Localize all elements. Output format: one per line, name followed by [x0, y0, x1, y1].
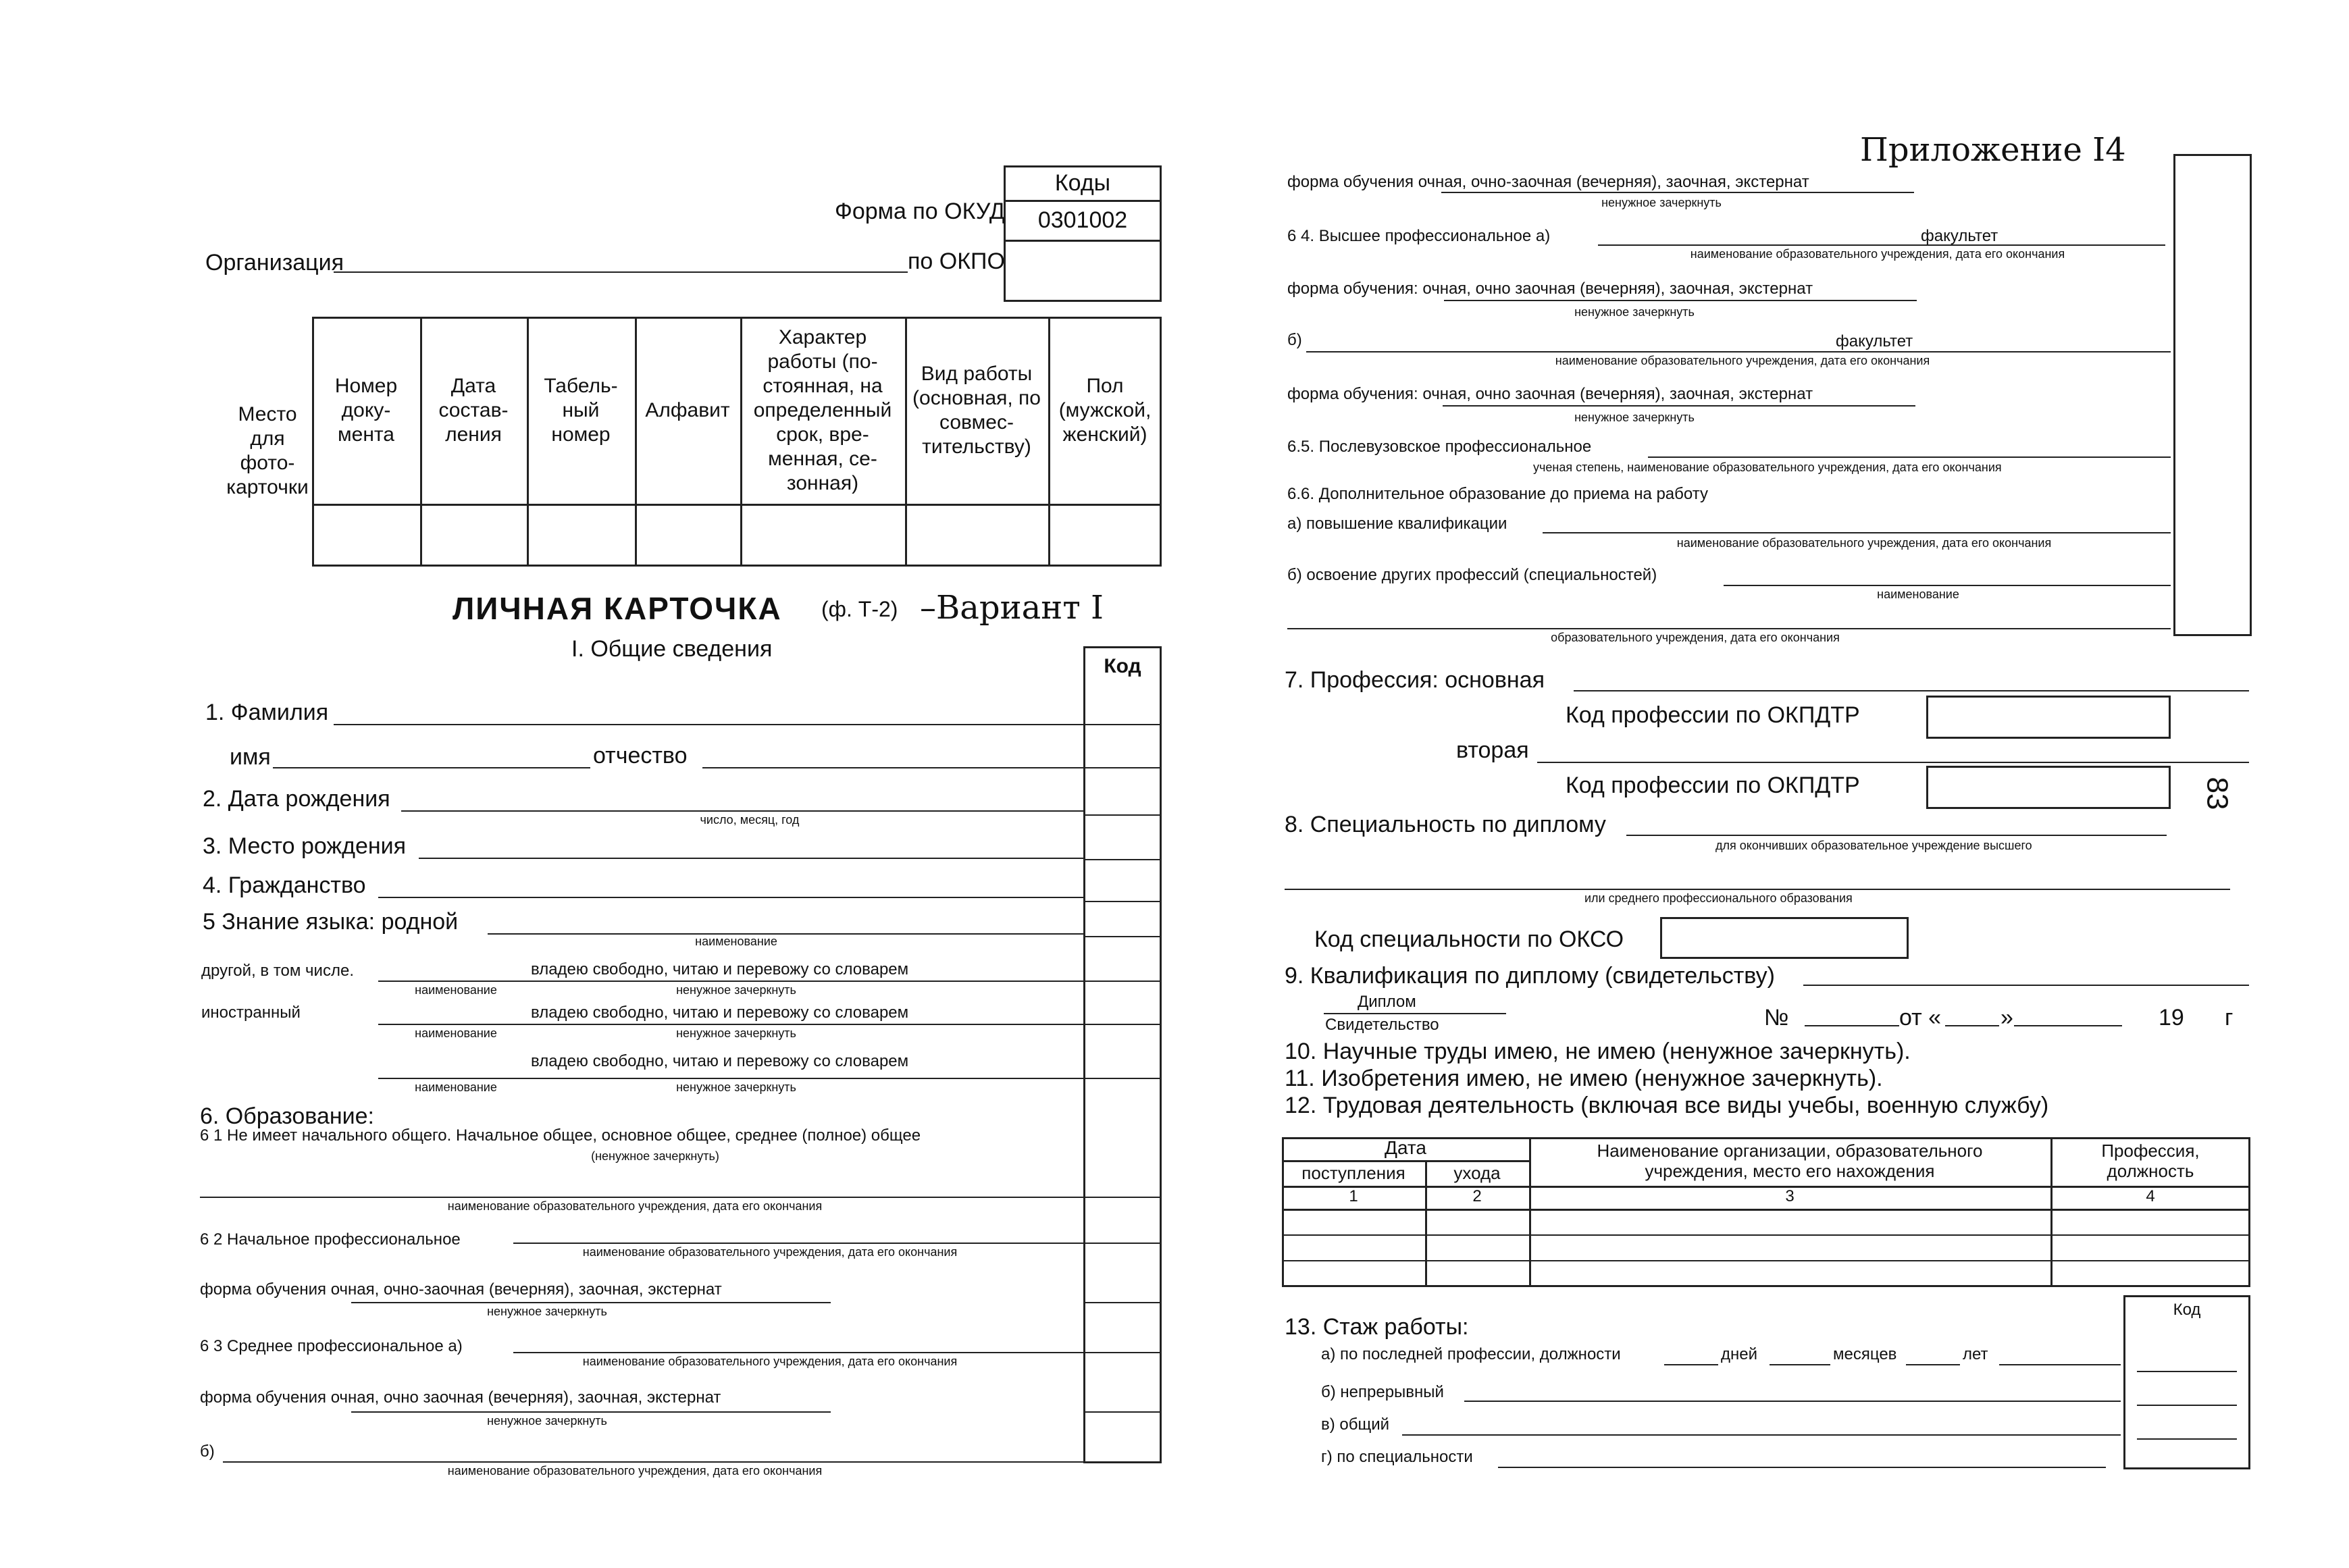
field-citizenship: 4. Гражданство: [203, 872, 366, 898]
edu-hint-4: наименование образовательного учреждения, дата его окончания: [447, 1464, 823, 1478]
education-61: 6 1 Не имеет начального общего. Начальное общее, основное общее, среднее (полное) общее: [200, 1126, 921, 1145]
field-13: 13. Стаж работы:: [1285, 1314, 1469, 1340]
kod-label: Код: [1104, 655, 1141, 677]
field-12: 12. Трудовая деятельность (включая все виды учебы, военную службу): [1285, 1093, 2049, 1118]
tn-3: 3: [1785, 1187, 1795, 1205]
col-work-character: Характер работы (по- стоянная, на определенный срок, вре- менная, се- зонная): [753, 325, 892, 494]
strike-top: ненужное зачеркнуть: [1601, 196, 1722, 209]
exp-c: в) общий: [1321, 1415, 1390, 1434]
photo-place: Место для фото- карточки: [226, 403, 309, 498]
strike-hint-study-1: ненужное зачеркнуть: [487, 1305, 607, 1318]
study-form-2: форма обучения очная, очно заочная (вечерняя), заочная, экстернат: [200, 1388, 721, 1407]
th-date: Дата: [1384, 1137, 1426, 1158]
okpdtr-2: Код профессии по ОКПДТР: [1566, 773, 1860, 798]
education-63b: б): [200, 1442, 215, 1461]
edu-hint-3: наименование образовательного учреждения, дата его окончания: [582, 1355, 958, 1368]
birthdate-hint: число, месяц, год: [700, 813, 800, 827]
edu-hint-1: наименование образовательного учреждения, дата его окончания: [447, 1199, 823, 1213]
okpo-label: по ОКПО: [908, 249, 1005, 274]
field-patronymic: отчество: [593, 743, 688, 768]
codes-header: Коды: [1054, 170, 1111, 196]
field-b: б): [1287, 331, 1302, 349]
lang-name-hint-1: наименование: [415, 983, 497, 997]
side-kod-column: [2173, 154, 2252, 636]
strike-hint-study-2: ненужное зачеркнуть: [487, 1414, 607, 1428]
okpdtr-box-2[interactable]: [1926, 766, 2171, 809]
tn-2: 2: [1472, 1187, 1482, 1205]
edu-hint-2: наименование образовательного учреждения, дата его окончания: [582, 1245, 958, 1259]
th-out: ухода: [1453, 1163, 1501, 1183]
tn-1: 1: [1349, 1187, 1358, 1205]
study-form-1: форма обучения очная, очно-заочная (вечерняя), заочная, экстернат: [200, 1280, 722, 1299]
exp-b: б) непрерывный: [1321, 1383, 1444, 1401]
field-birthplace: 3. Место рождения: [203, 833, 407, 859]
th-in: поступления: [1301, 1163, 1405, 1183]
field-66: 6.6. Дополнительное образование до приема на работу: [1287, 485, 1708, 503]
edu-hint-r4: образовательного учреждения, дата его окончания: [1551, 631, 1840, 644]
col-tab-number: Табель- ный номер: [544, 374, 618, 446]
education-63-line[interactable]: [513, 1352, 1083, 1353]
certificate: Свидетельство: [1325, 1016, 1439, 1034]
field-10: 10. Научные труды имею, не имею (ненужное зачеркнуть).: [1285, 1039, 1911, 1064]
education-62: 6 2 Начальное профессиональное: [200, 1230, 461, 1249]
col-doc-number: Номер доку- мента: [334, 374, 398, 446]
study-form-a: форма обучения: очная, очно заочная (вечерняя), заочная, экстернат: [1287, 280, 1813, 298]
year-prefix: 19: [2159, 1005, 2184, 1030]
patronymic-line[interactable]: [702, 767, 1083, 768]
lang-strike-hint-2: ненужное зачеркнуть: [676, 1026, 796, 1040]
study-form-b: форма обучения: очная, очно заочная (вечерняя), заочная, экстернат: [1287, 385, 1813, 403]
field-7-second: вторая: [1456, 737, 1529, 763]
th-prof: Профессия, должность: [2101, 1141, 2200, 1181]
field-name: имя: [230, 744, 271, 770]
col-sex: Пол (мужской, женский): [1058, 374, 1152, 446]
variant: –Вариант I: [920, 589, 1104, 627]
field-64: 6 4. Высшее профессиональное а): [1287, 227, 1551, 245]
faculty-2: факультет: [1836, 332, 1913, 350]
card-form: (ф. Т-2): [821, 597, 898, 621]
org-line[interactable]: [334, 271, 908, 273]
col-work-type: Вид работы (основная, по совмес- тительству): [912, 362, 1041, 458]
birthdate-line[interactable]: [401, 810, 1083, 812]
hint-8b: или среднего профессионального образования: [1584, 891, 1853, 905]
field-8: 8. Специальность по диплому: [1285, 812, 1606, 837]
hint-8a: для окончивших образовательное учреждение высшего: [1715, 839, 2032, 852]
exp-months: месяцев: [1833, 1345, 1897, 1363]
naim-r: наименование: [1877, 587, 1959, 601]
okpdtr-box-1[interactable]: [1926, 696, 2171, 739]
education-63b-line[interactable]: [223, 1461, 1083, 1463]
col-date: Дата состав- ления: [438, 374, 509, 446]
language-hint: наименование: [695, 935, 777, 948]
exp-days: дней: [1721, 1345, 1758, 1363]
field-65: 6.5. Послевузовское профессиональное: [1287, 438, 1592, 456]
lang-strike-hint-1: ненужное зачеркнуть: [676, 983, 796, 997]
study-form-top: форма обучения очная, очно-заочная (вечерняя), заочная, экстернат: [1287, 173, 1809, 191]
field-education: 6. Образование:: [200, 1103, 374, 1129]
strike-b: ненужное зачеркнуть: [1574, 411, 1695, 424]
kod-column: [1083, 646, 1162, 1463]
field-9: 9. Квалификация по диплому (свидетельству): [1285, 963, 1775, 989]
okud-code: 0301002: [1037, 207, 1128, 233]
num-label: №: [1764, 1005, 1789, 1030]
section-general: I. Общие сведения: [571, 636, 773, 662]
field-7: 7. Профессия: основная: [1285, 667, 1545, 693]
from-label: от «: [1899, 1005, 1942, 1030]
lang-name-hint-2: наименование: [415, 1026, 497, 1040]
field-11: 11. Изобретения имею, не имею (ненужное зачеркнуть).: [1285, 1066, 1883, 1091]
lang-level-3: владею свободно, читаю и перевожу со словарем: [531, 1052, 909, 1070]
field-66b: б) освоение других профессий (специальностей): [1287, 566, 1657, 584]
lang-name-hint-3: наименование: [415, 1080, 497, 1094]
strike-a: ненужное зачеркнуть: [1574, 305, 1695, 319]
tn-4: 4: [2146, 1187, 2155, 1205]
education-61-strike: (ненужное зачеркнуть): [591, 1149, 719, 1163]
card-title: ЛИЧНАЯ КАРТОЧКА: [453, 591, 782, 626]
other-lang: другой, в том числе.: [201, 962, 354, 980]
diploma: Диплом: [1358, 993, 1416, 1011]
foreign-lang: иностранный: [201, 1003, 301, 1022]
quote-close: »: [2000, 1005, 2013, 1030]
exp-years: лет: [1963, 1345, 1988, 1363]
th-org: Наименование организации, образовательного учреждения, место его нахождения: [1597, 1141, 1983, 1181]
okso-box[interactable]: [1660, 917, 1909, 959]
edu-hint-r3: наименование образовательного учреждения, дата его окончания: [1676, 536, 2052, 550]
col-alphabet: Алфавит: [645, 398, 730, 421]
lang-level-2: владею свободно, читаю и перевожу со словарем: [531, 1003, 909, 1022]
field-birthdate: 2. Дата рождения: [203, 786, 390, 812]
surname-line[interactable]: [334, 724, 1083, 725]
okud-label: Форма по ОКУД: [835, 199, 1005, 224]
appendix-title: Приложение I4: [1860, 131, 2126, 169]
exp-kod-label: Код: [2173, 1301, 2201, 1319]
exp-d: г) по специальности: [1321, 1448, 1473, 1466]
page-number: 83: [2200, 777, 2234, 810]
okpdtr-1: Код профессии по ОКПДТР: [1566, 702, 1860, 728]
citizenship-line[interactable]: [378, 897, 1083, 898]
education-63: 6 3 Среднее профессиональное а): [200, 1337, 463, 1355]
org-label: Организация: [205, 250, 344, 276]
exp-a: а) по последней профессии, должности: [1321, 1345, 1621, 1363]
exp-kod-column: [2123, 1295, 2250, 1469]
birthplace-line[interactable]: [419, 858, 1083, 859]
field-language: 5 Знание языка: родной: [203, 909, 459, 935]
edu-hint-r1: наименование образовательного учреждения, дата его окончания: [1690, 247, 2065, 261]
education-61-line[interactable]: [200, 1197, 1083, 1198]
hint-65: ученая степень, наименование образовательного учреждения, дата его окончания: [1533, 461, 2002, 474]
field-surname: 1. Фамилия: [205, 700, 329, 725]
lang-level-1: владею свободно, читаю и перевожу со словарем: [531, 960, 909, 978]
lang-strike-hint-3: ненужное зачеркнуть: [676, 1080, 796, 1094]
edu-hint-r2: наименование образовательного учреждения, дата его окончания: [1555, 354, 1930, 367]
education-62-line[interactable]: [513, 1243, 1083, 1244]
name-line[interactable]: [273, 767, 590, 768]
okso-label: Код специальности по ОКСО: [1314, 926, 1624, 952]
field-66a: а) повышение квалификации: [1287, 515, 1507, 533]
faculty-1: факультет: [1921, 227, 1998, 245]
year-suffix: г: [2225, 1005, 2234, 1030]
